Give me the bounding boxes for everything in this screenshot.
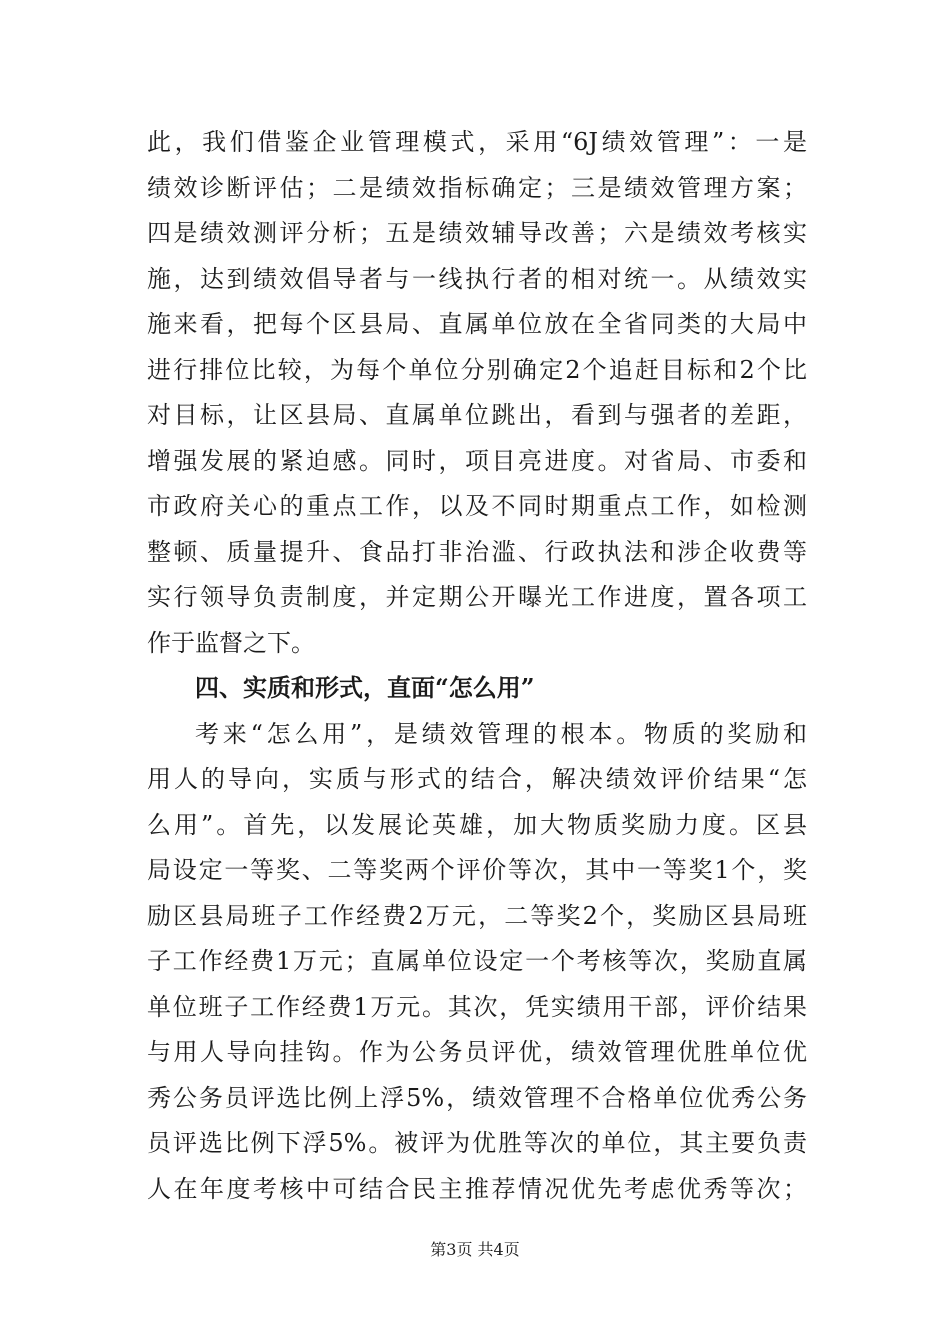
section-heading: 四、实质和形式，直面“怎么用” bbox=[195, 673, 535, 702]
paragraph-line: 绩效诊断评估；二是绩效指标确定；三是绩效管理方案； bbox=[147, 174, 807, 202]
paragraph-line: 进行排位比较，为每个单位分别确定2个追赶目标和2个比 bbox=[147, 356, 807, 384]
paragraph-line: 实行领导负责制度，并定期公开曝光工作进度，置各项工 bbox=[147, 583, 807, 611]
paragraph-line: 整顿、质量提升、食品打非治滥、行政执法和涉企收费等 bbox=[147, 538, 807, 566]
paragraph-line: 四是绩效测评分析；五是绩效辅导改善；六是绩效考核实 bbox=[147, 219, 807, 247]
paragraph-line: 与用人导向挂钩。作为公务员评优，绩效管理优胜单位优 bbox=[147, 1038, 807, 1066]
paragraph-line: 增强发展的紧迫感。同时，项目亮进度。对省局、市委和 bbox=[147, 447, 807, 475]
paragraph-line: 施来看，把每个区县局、直属单位放在全省同类的大局中 bbox=[147, 310, 807, 338]
paragraph-line: 对目标，让区县局、直属单位跳出，看到与强者的差距， bbox=[147, 401, 807, 429]
paragraph-line: 么用”。首先，以发展论英雄，加大物质奖励力度。区县 bbox=[147, 811, 807, 839]
paragraph-line: 作于监督之下。 bbox=[147, 629, 315, 657]
page-footer: 第3页 共4页 bbox=[430, 1240, 520, 1259]
paragraph-line: 考来“怎么用”，是绩效管理的根本。物质的奖励和 bbox=[195, 720, 807, 748]
paragraph-line: 局设定一等奖、二等奖两个评价等次，其中一等奖1个，奖 bbox=[147, 856, 807, 884]
paragraph-line: 秀公务员评选比例上浮5%，绩效管理不合格单位优秀公务 bbox=[147, 1084, 807, 1112]
paragraph-line: 员评选比例下浮5%。被评为优胜等次的单位，其主要负责 bbox=[147, 1129, 807, 1157]
paragraph-line: 人在年度考核中可结合民主推荐情况优先考虑优秀等次； bbox=[147, 1175, 807, 1203]
paragraph-line: 励区县局班子工作经费2万元，二等奖2个，奖励区县局班 bbox=[147, 902, 807, 930]
paragraph-line: 此，我们借鉴企业管理模式，采用“6J绩效管理”：一是 bbox=[147, 128, 807, 156]
paragraph-line: 市政府关心的重点工作，以及不同时期重点工作，如检测 bbox=[147, 492, 807, 520]
paragraph-line: 用人的导向，实质与形式的结合，解决绩效评价结果“怎 bbox=[147, 765, 807, 793]
paragraph-line: 施，达到绩效倡导者与一线执行者的相对统一。从绩效实 bbox=[147, 265, 807, 293]
paragraph-line: 单位班子工作经费1万元。其次，凭实绩用干部，评价结果 bbox=[147, 993, 807, 1021]
paragraph-line: 子工作经费1万元；直属单位设定一个考核等次，奖励直属 bbox=[147, 947, 807, 975]
